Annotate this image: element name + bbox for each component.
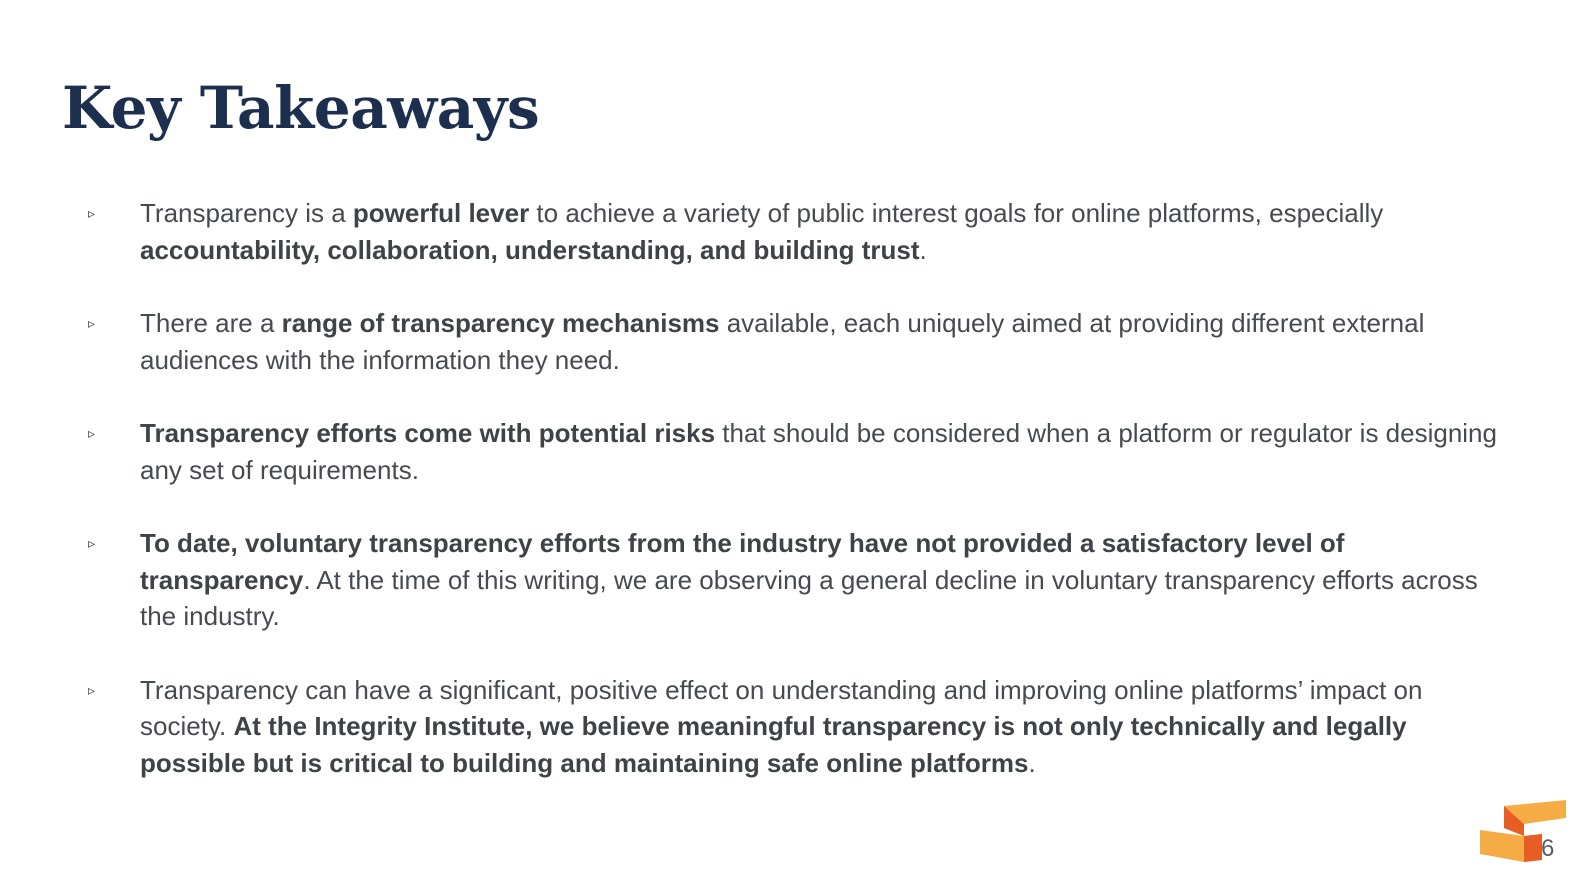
takeaway-item <box>0 525 1580 635</box>
takeaway-item <box>0 415 1580 488</box>
bullet-marker-icon: ▹ <box>88 681 96 698</box>
bold-text: accountability, collaboration, understanding, and building trust <box>140 234 920 265</box>
body-text: . At the time of this writing, we are observing a general decline in voluntary transparency efforts across the industry. <box>140 564 1478 631</box>
body-text: available, each uniquely aimed at providing different external audiences with the information they need. <box>140 308 1425 375</box>
body-text: Transparency can have a significant, positive effect on understanding and improving online platforms’ impact on society. <box>140 674 1423 741</box>
body-text: to achieve a variety of public interest goals for online platforms, especially <box>529 198 1384 228</box>
takeaways-list <box>0 195 1580 818</box>
bullet-marker-icon: ▹ <box>88 315 96 331</box>
bold-text: range of transparency mechanisms <box>281 308 720 338</box>
body-text: . <box>919 234 927 265</box>
bullet-marker-icon: ▹ <box>88 205 96 221</box>
slide-title: Key Takeaways <box>62 74 540 142</box>
body-text: that should be considered when a platform or regulator is designing any set of requirements. <box>140 418 1497 485</box>
body-text: Transparency is a <box>140 198 353 228</box>
body-text: . <box>1028 747 1036 778</box>
takeaway-item <box>0 195 1580 268</box>
bold-text: At the Integrity Institute, we believe meaningful transparency is not only technically and legally possible but is critical to building and maintaining safe online platforms <box>140 711 1407 778</box>
page-number: 6 <box>1541 835 1555 862</box>
bold-text: To date, voluntary transparency efforts from the industry have not provided a satisfactory level of transparency <box>140 528 1345 595</box>
body-text: There are a <box>140 308 282 338</box>
takeaway-item <box>0 672 1580 782</box>
takeaway-item <box>0 305 1580 378</box>
bold-text: Transparency efforts come with potential risks <box>140 418 716 448</box>
bullet-marker-icon: ▹ <box>88 535 96 551</box>
bold-text: powerful lever <box>352 198 530 228</box>
integrity-institute-logo-icon <box>1478 798 1568 864</box>
bullet-marker-icon: ▹ <box>88 425 96 441</box>
